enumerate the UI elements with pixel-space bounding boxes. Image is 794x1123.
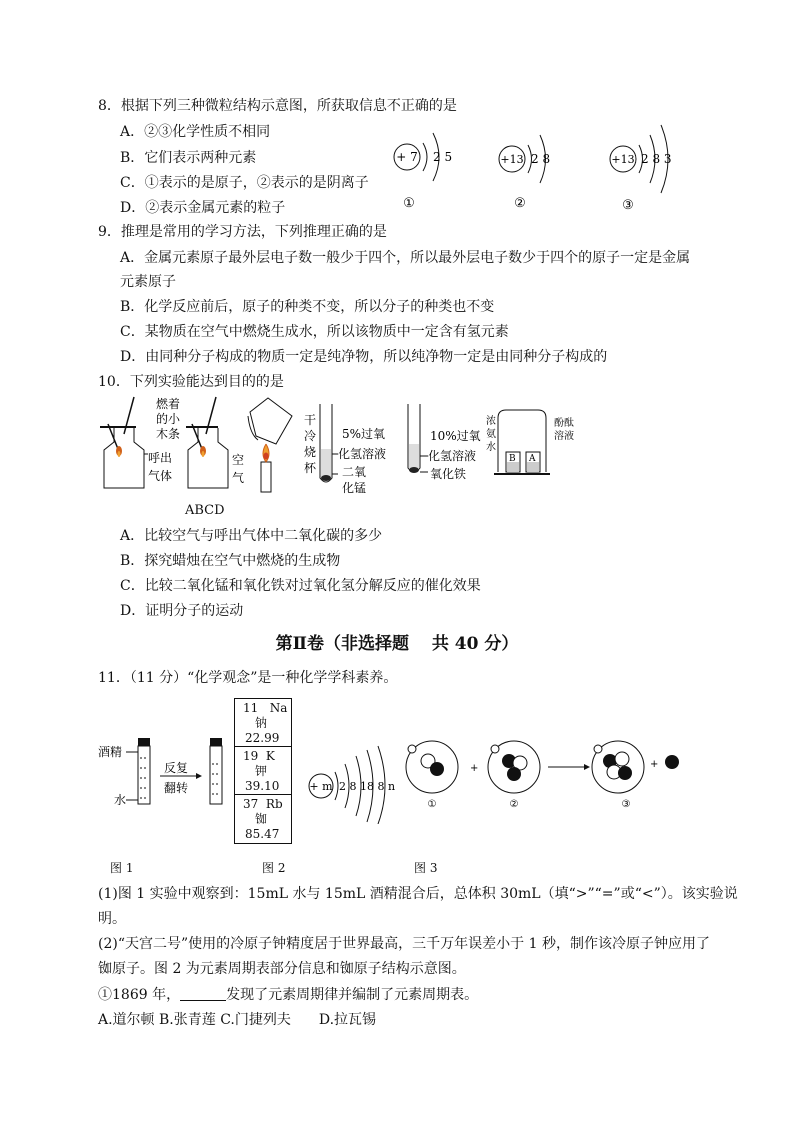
section-title: 第Ⅱ卷（非选择题 共 40 分） [275,634,519,654]
answer-blank[interactable] [180,986,226,1001]
atom-diagram-1 [394,133,452,211]
label-air-2: 气 [232,471,245,485]
beaker-a-label: A [529,454,536,464]
label-h2o2-5-2: 化氢溶液 [338,447,387,461]
element-na-mass: 22.99 [245,731,280,745]
element-na-number: 11 [243,701,259,715]
q9-stem: 9．推理是常用的学习方法，下列推理正确的是 [98,224,387,240]
rb-atom-structure [305,744,405,824]
rb-nucleus: + m [309,780,333,793]
q8-atom-diagrams [385,115,685,215]
q9-option-a: A．金属元素原子最外层电子数一般少于四个，所以最外层电子数少于四个的原子一定是金属 [120,250,691,266]
rb-shells: 2 8 18 8 n [339,780,396,793]
q11-sub1-suffix: 发现了元素周期律并编制了元素周期表。 [226,987,479,1003]
q11-part1-line2: 明。 [98,911,126,927]
q9-option-d: D．由同种分子构成的物质一定是纯净物，所以纯净物一定是由同种分子构成的 [120,349,608,365]
element-k-number: 19 [243,749,259,763]
q10-stem: 10．下列实验能达到目的的是 [98,374,284,390]
atom-3-nucleus: +13 [611,153,635,166]
label-burning-stick-3: 木条 [156,427,181,441]
q11-sub1-options: A.道尔顿 B.张青莲 C.门捷列夫 D.拉瓦锡 [98,1012,377,1028]
q11-stem: 11．（11 分）“化学观念”是一种化学学科素养。 [98,670,398,686]
q11-part2-line1: (2)“天宫二号”使用的冷原子钟精度居于世界最高，三千万年误差小于 1 秒，制作该冷原子钟应用了 [98,936,710,952]
q9-option-a-cont: 元素原子 [120,274,176,290]
atom-3-shells: 2 8 3 [641,152,672,166]
atom-1-nucleus: + 7 [396,150,418,164]
fig1-water-label: 水 [114,793,127,807]
element-k [235,747,291,795]
caption-fig-1: 图 1 [110,861,134,875]
element-rb [235,795,291,843]
fig3-label-1: ① [427,799,437,810]
q8-option-c: C．①表示的是原子，②表示的是阴离子 [120,175,369,191]
element-na [235,699,291,747]
caption-fig-3: 图 3 [414,861,438,875]
figure-3-molecular-reaction [400,735,690,815]
element-k-mass: 39.10 [245,779,280,793]
element-na-name: 钠 [255,716,268,730]
label-h2o2-10-1: 10%过氧 [430,429,481,443]
atom-1-shells: 2 5 [433,150,453,164]
label-h2o2-10-2: 化氢溶液 [428,449,477,463]
molecule-3 [592,741,644,810]
q10-abcd-label: ABCD [185,503,225,518]
label-burning-stick-2: 的小 [156,412,181,426]
bottle-exhaled [100,397,144,488]
label-ammonia-3: 水 [486,442,496,453]
candle-beaker [248,398,292,492]
label-ammonia-1: 浓 [486,416,496,427]
label-dry-beaker-4: 杯 [304,461,317,475]
q10-experiment-figure [98,394,578,494]
atom-2-shells: 2 8 [531,152,551,166]
label-burning-stick-1: 燃着 [156,397,181,411]
q8-option-d: D．②表示金属元素的粒子 [120,200,286,216]
label-phenol-1: 酚酞 [554,418,574,429]
label-ammonia-2: 氨 [486,429,496,440]
q10-option-c: C．比较二氧化锰和氧化铁对过氧化氢分解反应的催化效果 [120,578,481,594]
label-dry-beaker-1: 干 [304,413,317,427]
label-mno2-1: 二氧 [342,465,367,479]
single-atom [665,755,679,769]
element-rb-name: 铷 [255,812,268,826]
q8-option-b: B．它们表示两种元素 [120,150,257,166]
element-k-symbol: K [265,749,275,763]
atom-diagram-3 [610,125,672,213]
test-tube-before [138,738,150,804]
molecule-1 [406,741,458,810]
bell-jar [486,410,574,474]
q11-sub1-prefix: ①1869 年， [98,987,181,1003]
q11-sub1 [98,985,478,1005]
q11-part2-line2: 铷原子。图 2 为元素周期表部分信息和铷原子结构示意图。 [98,961,466,977]
label-dry-beaker-2: 冷 [304,429,317,443]
label-h2o2-5-1: 5%过氧 [342,427,386,441]
beaker-b-label: B [509,454,516,464]
fig1-action-2: 翻转 [164,781,189,795]
atom-2-nucleus: +13 [500,153,524,166]
element-rb-symbol: Rb [265,797,283,811]
test-tube-mno2 [320,404,332,482]
fig1-alcohol-label: 酒精 [98,745,123,759]
caption-fig-2: 图 2 [262,861,286,875]
atom-1-label: ① [403,196,415,211]
label-air-1: 空 [232,453,245,467]
q8-stem: 8．根据下列三种微粒结构示意图，所获取信息不正确的是 [98,98,457,114]
label-exhaled-1: 呼出 [148,451,173,465]
element-rb-mass: 85.47 [245,827,280,841]
element-rb-number: 37 [243,797,259,811]
q9-option-b: B．化学反应前后，原子的种类不变，所以分子的种类也不变 [120,299,495,315]
q10-option-b: B．探究蜡烛在空气中燃烧的生成物 [120,553,341,569]
fig3-label-3: ③ [621,799,631,810]
periodic-table-cells [234,698,292,844]
element-na-symbol: Na [269,701,288,715]
label-dry-beaker-3: 烧 [304,445,317,459]
test-tube-fe2o3 [408,404,420,473]
fig3-plus-2: + [650,759,659,770]
q10-option-d: D．证明分子的运动 [120,603,244,619]
figure-1-test-tubes [98,734,228,814]
q11-part1-line1: (1)图 1 实验中观察到：15mL 水与 15mL 酒精混合后，总体积 30mL（填“>”“=”或“<”）。该实验说 [98,886,738,902]
label-fe2o3: 氧化铁 [430,467,467,481]
label-phenol-2: 溶液 [554,431,574,442]
label-mno2-2: 化锰 [342,481,367,494]
element-k-name: 钾 [255,764,268,778]
q10-option-a: A．比较空气与呼出气体中二氧化碳的多少 [120,528,383,544]
fig1-action-1: 反复 [164,761,189,775]
label-exhaled-2: 气体 [148,469,173,483]
fig3-plus-1: + [470,763,479,774]
molecule-2 [488,741,540,810]
atom-2-label: ② [514,196,526,211]
fig3-label-2: ② [509,799,519,810]
q8-option-a: A．②③化学性质不相同 [120,124,271,140]
atom-diagram-2 [499,135,550,211]
bottle-air [186,397,228,488]
atom-3-label: ③ [622,198,634,213]
test-tube-after [210,738,222,804]
q9-option-c: C．某物质在空气中燃烧生成水，所以该物质中一定含有氢元素 [120,324,509,340]
